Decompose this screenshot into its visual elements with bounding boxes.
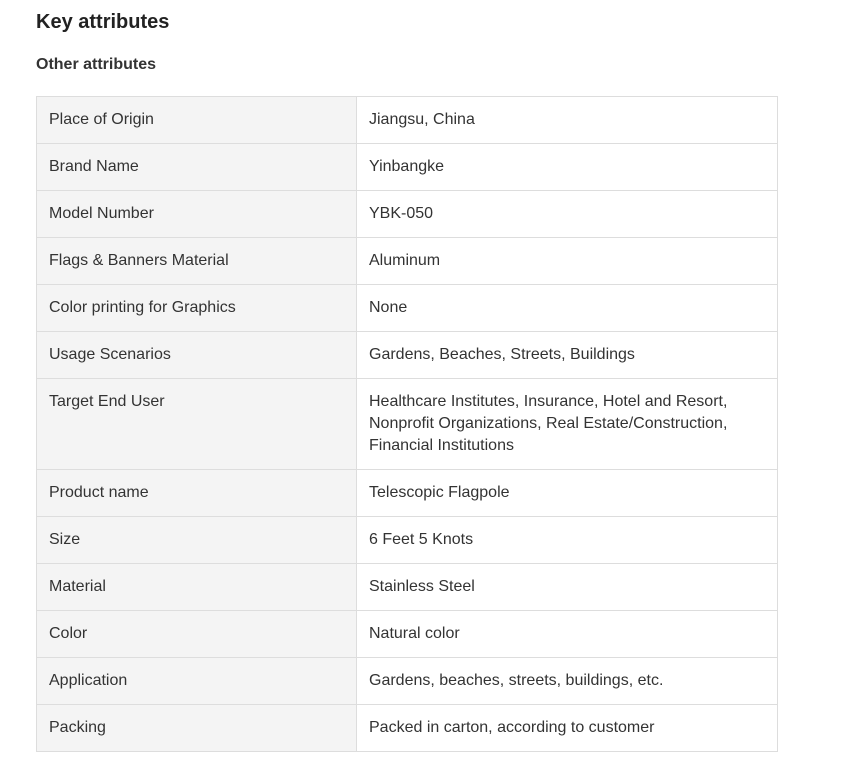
attribute-label: Packing [37,705,357,752]
attribute-row-product-name [37,470,778,517]
attribute-row-application [37,658,778,705]
attribute-row-usage-scenarios [37,332,778,379]
attribute-label: Color [37,611,357,658]
attribute-row-target-end-user [37,379,778,470]
attribute-value: Packed in carton, according to customer [357,705,778,752]
attribute-value: Aluminum [357,238,778,285]
attribute-label: Product name [37,470,357,517]
attribute-value: None [357,285,778,332]
attribute-value: Natural color [357,611,778,658]
attribute-value: YBK-050 [357,191,778,238]
attributes-table [36,96,778,752]
attribute-row-size [37,517,778,564]
attribute-label: Brand Name [37,144,357,191]
attribute-value: Yinbangke [357,144,778,191]
section-title: Key attributes [36,11,170,33]
attribute-row-place-of-origin [37,97,778,144]
attribute-label: Place of Origin [37,97,357,144]
attribute-value: Telescopic Flagpole [357,470,778,517]
attribute-label: Flags & Banners Material [37,238,357,285]
attribute-label: Usage Scenarios [37,332,357,379]
attribute-value: Healthcare Institutes, Insurance, Hotel and Resort, Nonprofit Organizations, Real Estate/Construction, Financial Institutions [357,379,778,470]
attribute-label: Color printing for Graphics [37,285,357,332]
attribute-label: Target End User [37,379,357,470]
attribute-row-brand-name [37,144,778,191]
attribute-row-color [37,611,778,658]
attribute-label: Model Number [37,191,357,238]
attribute-label: Size [37,517,357,564]
attribute-value: Jiangsu, China [357,97,778,144]
attribute-row-model-number [37,191,778,238]
attribute-row-packing [37,705,778,752]
attribute-row-material [37,564,778,611]
section-subtitle: Other attributes [36,56,157,73]
attribute-value: 6 Feet 5 Knots [357,517,778,564]
attribute-label: Material [37,564,357,611]
attribute-value: Gardens, Beaches, Streets, Buildings [357,332,778,379]
attribute-row-flags-banners-material [37,238,778,285]
attribute-value: Gardens, beaches, streets, buildings, etc. [357,658,778,705]
attribute-label: Application [37,658,357,705]
attribute-value: Stainless Steel [357,564,778,611]
attribute-row-color-printing [37,285,778,332]
